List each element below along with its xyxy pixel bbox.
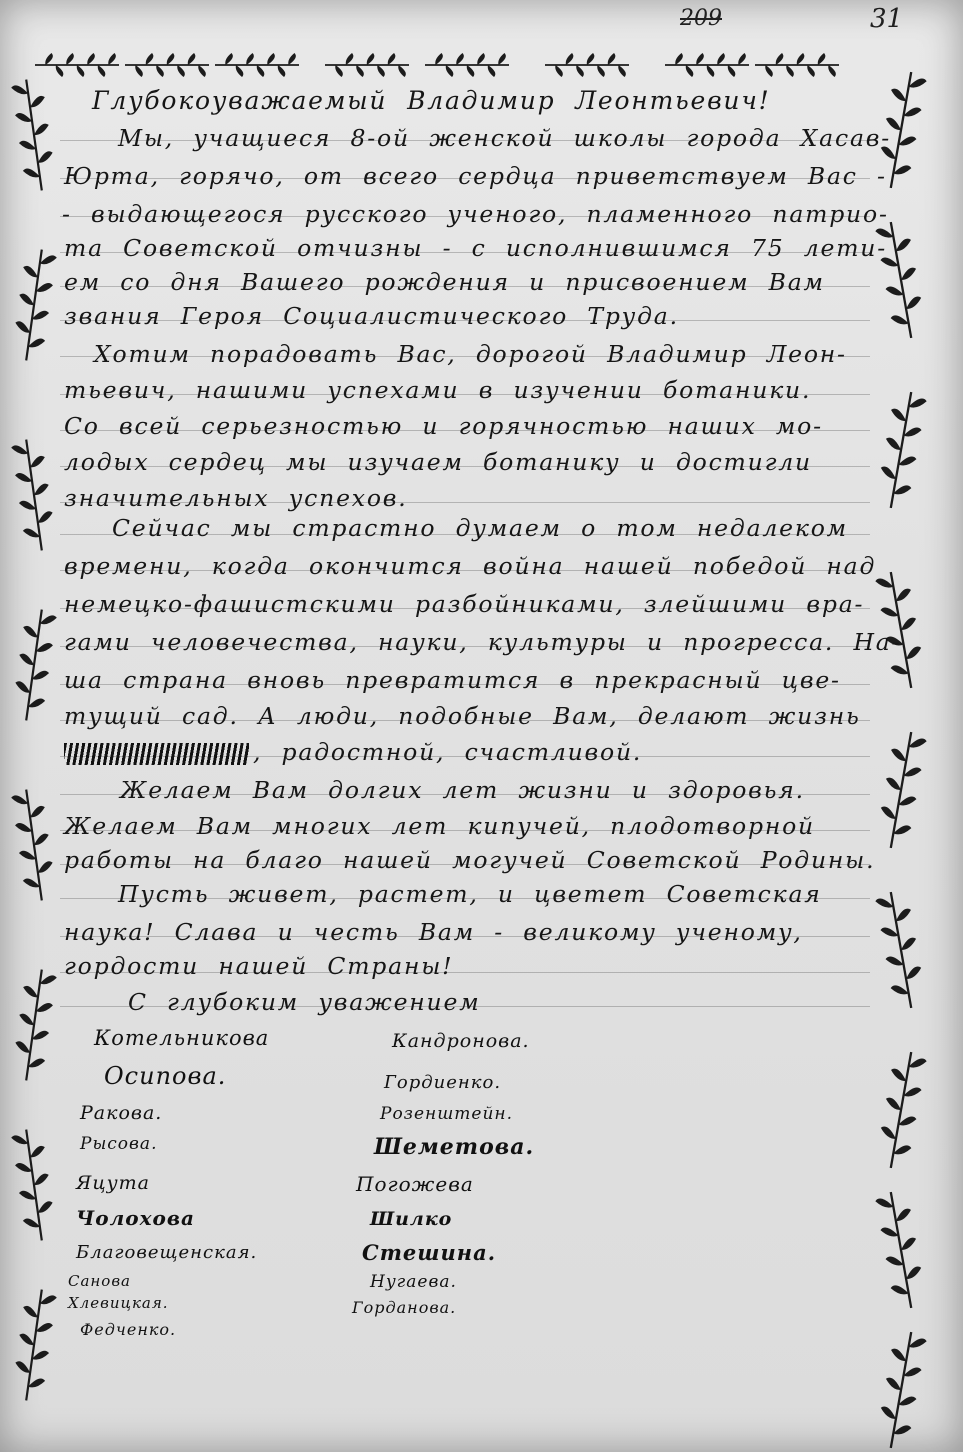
letter-line: немецко-фашистскими разбойниками, злейшими вра-: [64, 590, 865, 618]
letter-line: Со всей серьезностью и горячностью наших мо-: [64, 412, 823, 440]
letter-line: ем со дня Вашего рождения и присвоением Вам: [64, 268, 825, 296]
letter-line: лодых сердец мы изучаем ботанику и достигли: [64, 448, 812, 476]
laurel-sprig-icon: [5, 778, 63, 912]
closing: С глубоким уважением: [128, 988, 481, 1016]
laurel-sprig-icon: [212, 48, 302, 82]
signature: Федченко.: [80, 1320, 177, 1339]
laurel-sprig-icon: [868, 377, 934, 522]
laurel-sprig-icon: [662, 48, 752, 82]
signature: Благовещенская.: [76, 1242, 258, 1263]
laurel-sprig-icon: [752, 48, 842, 82]
letter-line: Юрта, горячо, от всего сердца приветствуем Вас -: [64, 162, 887, 190]
laurel-sprig-icon: [868, 717, 934, 862]
laurel-sprig-icon: [5, 68, 63, 202]
laurel-sprig-icon: [5, 958, 63, 1092]
letter-line: ша страна вновь превратится в прекрасный цве-: [64, 666, 841, 694]
laurel-sprig-icon: [868, 207, 934, 352]
letter-line: Хотим порадовать Вас, дорогой Владимир Леон-: [94, 340, 847, 368]
old-folio-number: 209: [680, 6, 722, 31]
signature: Нугаева.: [370, 1272, 457, 1292]
signature: Стешина.: [362, 1240, 497, 1265]
salutation: Глубокоуважаемый Владимир Леонтьевич!: [92, 86, 771, 115]
signature: Хлевицкая.: [68, 1294, 169, 1312]
laurel-sprig-icon: [5, 1278, 63, 1412]
signature: Гордиенко.: [384, 1072, 502, 1093]
signature: Розенштейн.: [380, 1104, 514, 1124]
signature: Горданова.: [352, 1298, 457, 1317]
signature: Погожева: [356, 1172, 474, 1196]
laurel-sprig-icon: [5, 1118, 63, 1252]
crossed-out-word: [64, 743, 249, 765]
letter-line: Пусть живет, растет, и цветет Советская: [118, 880, 822, 908]
laurel-sprig-icon: [5, 428, 63, 562]
laurel-sprig-icon: [5, 598, 63, 732]
signature: Шилко: [370, 1208, 453, 1230]
laurel-sprig-icon: [422, 48, 512, 82]
letter-line: гами человечества, науки, культуры и прогресса. На-: [64, 628, 902, 656]
letter-line: времени, когда окончится война нашей победой над: [64, 552, 877, 580]
laurel-sprig-icon: [5, 238, 63, 372]
letter-line: Желаем Вам многих лет кипучей, плодотворной: [64, 812, 815, 840]
letter-line: тущий сад. А люди, подобные Вам, делают жизнь: [64, 702, 861, 730]
letter-line: гордости нашей Страны!: [64, 952, 454, 980]
signature: Шеметова.: [374, 1134, 535, 1160]
letter-line: работы на благо нашей могучей Советской Родины.: [64, 846, 876, 874]
letter-line: Сейчас мы страстно думаем о том недалеком: [112, 514, 848, 542]
signature: Ракова.: [80, 1102, 163, 1124]
letter-line: - выдающегося русского ученого, пламенного патрио-: [62, 200, 889, 228]
folio-number: 31: [870, 4, 904, 34]
laurel-sprig-icon: [868, 877, 934, 1022]
laurel-sprig-icon: [542, 48, 632, 82]
laurel-sprig-icon: [322, 48, 412, 82]
signature: Яцута: [76, 1172, 150, 1194]
laurel-sprig-icon: [122, 48, 212, 82]
signature: Чолохова: [76, 1206, 195, 1230]
signature: Котельникова: [94, 1026, 270, 1050]
letter-line: та Советской отчизны - с исполнившимся 75 лети-: [64, 234, 887, 262]
laurel-sprig-icon: [868, 1317, 934, 1452]
laurel-sprig-icon: [868, 1037, 934, 1182]
letter-line: , радостной, счастливой.: [64, 738, 642, 766]
laurel-sprig-icon: [868, 1177, 934, 1322]
letter-line: Желаем Вам долгих лет жизни и здоровья.: [120, 776, 805, 804]
signature: Осипова.: [104, 1062, 227, 1090]
signature: Рысова.: [80, 1134, 158, 1154]
signature: Кандронова.: [392, 1030, 530, 1052]
letter-line: наука! Слава и честь Вам - великому ученому,: [64, 918, 803, 946]
letter-line: Мы, учащиеся 8-ой женской школы города Хасав-: [118, 124, 891, 152]
signature: Санова: [68, 1272, 132, 1290]
letter-line: значительных успехов.: [64, 484, 408, 512]
letter-line: звания Героя Социалистического Труда.: [64, 302, 679, 330]
letter-line: тьевич, нашими успехами в изучении ботаники.: [64, 376, 812, 404]
